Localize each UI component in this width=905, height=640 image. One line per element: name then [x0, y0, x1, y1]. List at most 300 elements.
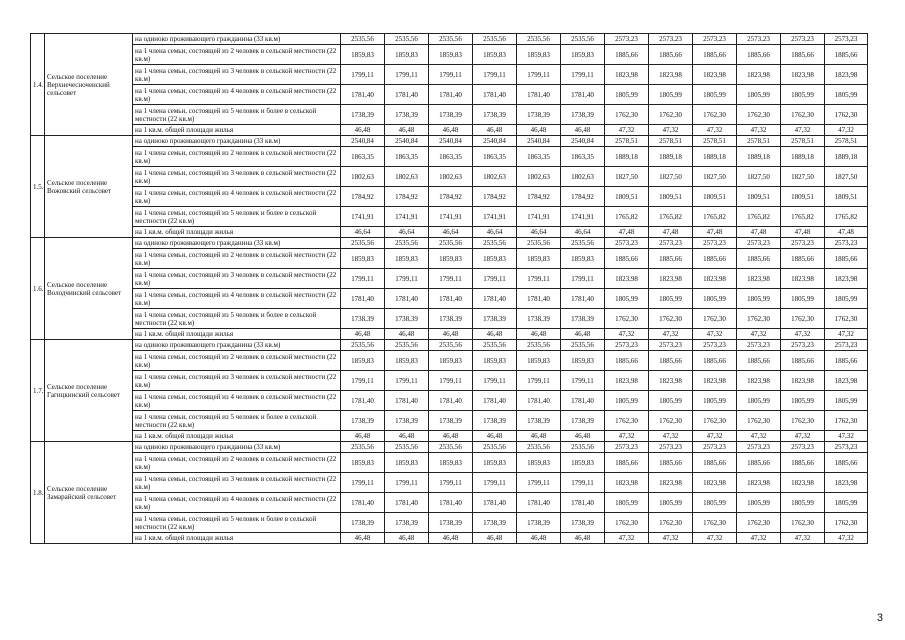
value-cell: 2573,23: [737, 34, 781, 45]
value-cell: 1859,83: [385, 45, 429, 65]
value-cell: 46,48: [385, 329, 429, 340]
value-cell: 46,48: [341, 533, 385, 544]
value-cell: 1762,30: [693, 513, 737, 533]
value-cell: 2535,56: [429, 340, 473, 351]
row-description: на 1 члена семьи, состоящей из 4 человек в сельской местности (22 кв.м): [133, 493, 341, 513]
value-cell: 1823,98: [605, 269, 649, 289]
value-cell: 1738,39: [385, 513, 429, 533]
value-cell: 1859,83: [561, 45, 605, 65]
value-cell: 1889,18: [693, 147, 737, 167]
value-cell: 1823,98: [825, 65, 868, 85]
value-cell: 1805,99: [693, 85, 737, 105]
table-row: [31, 105, 868, 125]
group-index: 1.8.: [31, 442, 45, 544]
value-cell: 1823,98: [649, 269, 693, 289]
table-row: [31, 351, 868, 371]
value-cell: 1859,83: [429, 453, 473, 473]
value-cell: 1805,99: [825, 391, 868, 411]
value-cell: 2573,23: [825, 442, 868, 453]
value-cell: 1762,30: [781, 513, 825, 533]
value-cell: 1781,40: [517, 85, 561, 105]
value-cell: 1885,66: [605, 249, 649, 269]
table-row: [31, 85, 868, 105]
value-cell: 2573,23: [605, 442, 649, 453]
value-cell: 2573,23: [605, 238, 649, 249]
row-description: на одиноко проживающего гражданина (33 кв.м): [133, 136, 341, 147]
value-cell: 2573,23: [737, 340, 781, 351]
value-cell: 47,32: [737, 533, 781, 544]
value-cell: 1802,63: [517, 167, 561, 187]
value-cell: 2535,56: [473, 34, 517, 45]
value-cell: 1762,30: [737, 513, 781, 533]
value-cell: 1762,30: [737, 105, 781, 125]
value-cell: 1885,66: [781, 351, 825, 371]
value-cell: 1781,40: [561, 493, 605, 513]
table-row: [31, 125, 868, 136]
row-description: на 1 члена семьи, состоящей из 3 человек в сельской местности (22 кв.м): [133, 167, 341, 187]
value-cell: 2535,56: [561, 238, 605, 249]
settlement-name: Сельское поселение Вожовский сельсовет: [45, 136, 133, 238]
value-cell: 1762,30: [825, 411, 868, 431]
value-cell: 1889,18: [605, 147, 649, 167]
value-cell: 1781,40: [385, 289, 429, 309]
value-cell: 1805,99: [649, 493, 693, 513]
row-description: на 1 члена семьи, состоящей из 4 человек в сельской местности (22 кв.м): [133, 289, 341, 309]
value-cell: 1805,99: [737, 85, 781, 105]
value-cell: 1859,83: [561, 249, 605, 269]
value-cell: 2573,23: [649, 442, 693, 453]
value-cell: 1809,51: [605, 187, 649, 207]
value-cell: 1889,18: [737, 147, 781, 167]
table-row: [31, 147, 868, 167]
row-description: на 1 члена семьи, состоящей из 2 человек в сельской местности (22 кв.м): [133, 453, 341, 473]
value-cell: 47,32: [781, 431, 825, 442]
value-cell: 1781,40: [341, 493, 385, 513]
value-cell: 47,32: [605, 431, 649, 442]
value-cell: 1799,11: [429, 269, 473, 289]
value-cell: 46,48: [561, 329, 605, 340]
value-cell: 46,48: [341, 431, 385, 442]
value-cell: 1802,63: [561, 167, 605, 187]
value-cell: 46,48: [561, 125, 605, 136]
value-cell: 1823,98: [737, 269, 781, 289]
table-row: [31, 431, 868, 442]
value-cell: 1738,39: [473, 513, 517, 533]
value-cell: 1738,39: [517, 309, 561, 329]
value-cell: 1738,39: [341, 309, 385, 329]
value-cell: 46,64: [517, 227, 561, 238]
value-cell: 1859,83: [341, 45, 385, 65]
value-cell: 1738,39: [385, 309, 429, 329]
value-cell: 47,32: [781, 329, 825, 340]
value-cell: 46,48: [385, 533, 429, 544]
value-cell: 1823,98: [693, 473, 737, 493]
value-cell: 47,32: [781, 125, 825, 136]
value-cell: 2535,56: [561, 34, 605, 45]
value-cell: 1781,40: [473, 289, 517, 309]
value-cell: 1738,39: [561, 105, 605, 125]
value-cell: 1885,66: [605, 351, 649, 371]
value-cell: 1863,35: [561, 147, 605, 167]
value-cell: 1823,98: [605, 371, 649, 391]
value-cell: 1885,66: [781, 453, 825, 473]
value-cell: 1738,39: [341, 513, 385, 533]
value-cell: 1823,98: [825, 269, 868, 289]
value-cell: 1741,91: [429, 207, 473, 227]
row-description: на 1 кв.м. общей площади жилья: [133, 329, 341, 340]
value-cell: 1885,66: [649, 453, 693, 473]
value-cell: 1799,11: [385, 371, 429, 391]
value-cell: 1799,11: [341, 269, 385, 289]
value-cell: 1859,83: [473, 249, 517, 269]
value-cell: 1805,99: [693, 289, 737, 309]
row-description: на 1 кв.м. общей площади жилья: [133, 125, 341, 136]
value-cell: 2578,51: [605, 136, 649, 147]
value-cell: 2535,56: [517, 34, 561, 45]
value-cell: 1784,92: [517, 187, 561, 207]
value-cell: 1863,35: [473, 147, 517, 167]
value-cell: 2535,56: [473, 238, 517, 249]
value-cell: 1799,11: [473, 269, 517, 289]
value-cell: 1799,11: [561, 371, 605, 391]
value-cell: 47,32: [649, 125, 693, 136]
value-cell: 2535,56: [341, 340, 385, 351]
value-cell: 1762,30: [649, 513, 693, 533]
value-cell: 2535,56: [473, 442, 517, 453]
value-cell: 1781,40: [341, 391, 385, 411]
value-cell: 1781,40: [429, 391, 473, 411]
value-cell: 1799,11: [517, 473, 561, 493]
value-cell: 1762,30: [649, 105, 693, 125]
group-index: 1.6.: [31, 238, 45, 340]
table-row: [31, 249, 868, 269]
value-cell: 2573,23: [825, 238, 868, 249]
value-cell: 47,32: [825, 329, 868, 340]
value-cell: 1762,30: [781, 411, 825, 431]
table-row: [31, 513, 868, 533]
value-cell: 46,48: [517, 533, 561, 544]
value-cell: 1823,98: [693, 269, 737, 289]
value-cell: 1885,66: [649, 351, 693, 371]
value-cell: 1823,98: [737, 371, 781, 391]
value-cell: 1765,82: [693, 207, 737, 227]
row-description: на 1 члена семьи, состоящей из 2 человек в сельской местности (22 кв.м): [133, 147, 341, 167]
row-description: на 1 члена семьи, состоящей из 2 человек в сельской местности (22 кв.м): [133, 249, 341, 269]
group-index: 1.4.: [31, 34, 45, 136]
value-cell: 1799,11: [429, 371, 473, 391]
value-cell: 1863,35: [341, 147, 385, 167]
value-cell: 2535,56: [429, 34, 473, 45]
group-index: 1.5.: [31, 136, 45, 238]
value-cell: 1809,51: [649, 187, 693, 207]
value-cell: 46,48: [473, 431, 517, 442]
value-cell: 1885,66: [649, 45, 693, 65]
value-cell: 1738,39: [561, 411, 605, 431]
row-description: на одиноко проживающего гражданина (33 кв.м): [133, 442, 341, 453]
value-cell: 1762,30: [605, 513, 649, 533]
value-cell: 1781,40: [473, 493, 517, 513]
value-cell: 1859,83: [561, 453, 605, 473]
table-row: [31, 493, 868, 513]
value-cell: 1784,92: [561, 187, 605, 207]
value-cell: 1823,98: [737, 65, 781, 85]
value-cell: 2578,51: [825, 136, 868, 147]
value-cell: 1738,39: [517, 513, 561, 533]
value-cell: 47,32: [649, 533, 693, 544]
value-cell: 1805,99: [825, 493, 868, 513]
value-cell: 1799,11: [385, 269, 429, 289]
value-cell: 2535,56: [429, 442, 473, 453]
value-cell: 1885,66: [693, 351, 737, 371]
value-cell: 1827,50: [605, 167, 649, 187]
value-cell: 2573,23: [781, 340, 825, 351]
value-cell: 1802,63: [429, 167, 473, 187]
value-cell: 1762,30: [781, 309, 825, 329]
value-cell: 1805,99: [737, 289, 781, 309]
value-cell: 2540,84: [561, 136, 605, 147]
value-cell: 1823,98: [825, 371, 868, 391]
value-cell: 1805,99: [781, 289, 825, 309]
value-cell: 46,48: [517, 431, 561, 442]
value-cell: 1738,39: [429, 309, 473, 329]
row-description: на 1 члена семьи, состоящей из 3 человек в сельской местности (22 кв.м): [133, 269, 341, 289]
value-cell: 1859,83: [473, 45, 517, 65]
value-cell: 46,64: [561, 227, 605, 238]
value-cell: 2573,23: [693, 442, 737, 453]
value-cell: 2540,84: [473, 136, 517, 147]
group-index: 1.7.: [31, 340, 45, 442]
value-cell: 1738,39: [341, 411, 385, 431]
value-cell: 2573,23: [781, 34, 825, 45]
table-row: [31, 238, 868, 249]
value-cell: 1805,99: [781, 493, 825, 513]
row-description: на 1 члена семьи, состоящей из 4 человек в сельской местности (22 кв.м): [133, 187, 341, 207]
value-cell: 46,48: [385, 431, 429, 442]
value-cell: 1863,35: [385, 147, 429, 167]
value-cell: 1859,83: [517, 249, 561, 269]
table-row: [31, 391, 868, 411]
value-cell: 1781,40: [517, 391, 561, 411]
value-cell: 2573,23: [781, 238, 825, 249]
value-cell: 1885,66: [693, 453, 737, 473]
value-cell: 1823,98: [649, 371, 693, 391]
value-cell: 46,48: [473, 125, 517, 136]
value-cell: 1805,99: [781, 85, 825, 105]
value-cell: 1805,99: [825, 85, 868, 105]
value-cell: 1805,99: [737, 391, 781, 411]
table-row: [31, 453, 868, 473]
value-cell: 1805,99: [693, 493, 737, 513]
value-cell: 46,48: [473, 533, 517, 544]
value-cell: 1799,11: [473, 65, 517, 85]
value-cell: 1799,11: [385, 473, 429, 493]
value-cell: 1781,40: [561, 391, 605, 411]
value-cell: 2535,56: [341, 238, 385, 249]
settlement-name: Сельское поселение Володчинский сельсовет: [45, 238, 133, 340]
value-cell: 1823,98: [825, 473, 868, 493]
value-cell: 1799,11: [473, 473, 517, 493]
settlement-name: Сельское поселение Верхнечесноченский сельсовет: [45, 34, 133, 136]
value-cell: 47,48: [825, 227, 868, 238]
value-cell: 1859,83: [473, 453, 517, 473]
value-cell: 1762,30: [605, 309, 649, 329]
value-cell: 1889,18: [649, 147, 693, 167]
value-cell: 1823,98: [781, 473, 825, 493]
value-cell: 1823,98: [781, 269, 825, 289]
value-cell: 1809,51: [693, 187, 737, 207]
value-cell: 1885,66: [693, 249, 737, 269]
value-cell: 1823,98: [737, 473, 781, 493]
row-description: на 1 члена семьи, состоящей из 4 человек в сельской местности (22 кв.м): [133, 391, 341, 411]
value-cell: 1738,39: [473, 309, 517, 329]
value-cell: 1741,91: [473, 207, 517, 227]
value-cell: 47,32: [737, 431, 781, 442]
value-cell: 1823,98: [781, 65, 825, 85]
row-description: на одиноко проживающего гражданина (33 кв.м): [133, 34, 341, 45]
table-row: [31, 136, 868, 147]
value-cell: 1885,66: [781, 45, 825, 65]
value-cell: 47,48: [649, 227, 693, 238]
value-cell: 1827,50: [825, 167, 868, 187]
value-cell: 1762,30: [693, 105, 737, 125]
value-cell: 1781,40: [561, 289, 605, 309]
value-cell: 1889,18: [781, 147, 825, 167]
value-cell: 1859,83: [385, 453, 429, 473]
value-cell: 47,32: [825, 431, 868, 442]
value-cell: 1885,66: [737, 351, 781, 371]
row-description: на 1 члена семьи, состоящей из 3 человек в сельской местности (22 кв.м): [133, 371, 341, 391]
value-cell: 2573,23: [737, 442, 781, 453]
table-row: [31, 289, 868, 309]
row-description: на 1 кв.м. общей площади жилья: [133, 533, 341, 544]
value-cell: 46,48: [429, 533, 473, 544]
table-row: [31, 371, 868, 391]
value-cell: 1859,83: [517, 45, 561, 65]
value-cell: 1809,51: [825, 187, 868, 207]
value-cell: 1762,30: [605, 105, 649, 125]
value-cell: 2573,23: [781, 442, 825, 453]
value-cell: 2578,51: [693, 136, 737, 147]
row-description: на 1 члена семьи, состоящей из 5 человек и более в сельской местности (22 кв.м): [133, 411, 341, 431]
value-cell: 1762,30: [825, 105, 868, 125]
value-cell: 1885,66: [825, 453, 868, 473]
value-cell: 1859,83: [429, 351, 473, 371]
value-cell: 2535,56: [385, 238, 429, 249]
value-cell: 47,32: [781, 533, 825, 544]
value-cell: 1765,82: [649, 207, 693, 227]
value-cell: 1859,83: [473, 351, 517, 371]
value-cell: 1827,50: [649, 167, 693, 187]
value-cell: 2535,56: [517, 238, 561, 249]
value-cell: 1885,66: [825, 249, 868, 269]
value-cell: 1781,40: [429, 493, 473, 513]
row-description: на 1 члена семьи, состоящей из 2 человек в сельской местности (22 кв.м): [133, 351, 341, 371]
value-cell: 46,48: [385, 125, 429, 136]
value-cell: 1885,66: [649, 249, 693, 269]
housing-cost-table: [30, 33, 868, 544]
row-description: на 1 члена семьи, состоящей из 3 человек в сельской местности (22 кв.м): [133, 473, 341, 493]
value-cell: 1799,11: [341, 371, 385, 391]
value-cell: 2535,56: [517, 442, 561, 453]
value-cell: 46,48: [429, 329, 473, 340]
value-cell: 1863,35: [517, 147, 561, 167]
value-cell: 1738,39: [429, 513, 473, 533]
value-cell: 1741,91: [385, 207, 429, 227]
value-cell: 2540,84: [385, 136, 429, 147]
table-row: [31, 340, 868, 351]
table-row: [31, 329, 868, 340]
value-cell: 2578,51: [649, 136, 693, 147]
value-cell: 2535,56: [517, 340, 561, 351]
value-cell: 2573,23: [693, 34, 737, 45]
value-cell: 1859,83: [517, 351, 561, 371]
value-cell: 1741,91: [517, 207, 561, 227]
value-cell: 1885,66: [737, 249, 781, 269]
value-cell: 1784,92: [385, 187, 429, 207]
value-cell: 1738,39: [561, 513, 605, 533]
table-row: [31, 34, 868, 45]
value-cell: 2573,23: [649, 238, 693, 249]
value-cell: 1823,98: [693, 371, 737, 391]
value-cell: 47,32: [649, 329, 693, 340]
value-cell: 1738,39: [429, 105, 473, 125]
value-cell: 1781,40: [341, 289, 385, 309]
value-cell: 1781,40: [385, 85, 429, 105]
value-cell: 1781,40: [341, 85, 385, 105]
value-cell: 1859,83: [341, 249, 385, 269]
value-cell: 1885,66: [781, 249, 825, 269]
value-cell: 1762,30: [781, 105, 825, 125]
value-cell: 2573,23: [605, 340, 649, 351]
value-cell: 2573,23: [737, 238, 781, 249]
value-cell: 1762,30: [737, 309, 781, 329]
value-cell: 1738,39: [385, 105, 429, 125]
value-cell: 47,48: [781, 227, 825, 238]
row-description: на 1 члена семьи, состоящей из 5 человек и более в сельской местности (22 кв.м): [133, 309, 341, 329]
value-cell: 1799,11: [341, 473, 385, 493]
value-cell: 2573,23: [605, 34, 649, 45]
value-cell: 1781,40: [473, 85, 517, 105]
value-cell: 1762,30: [737, 411, 781, 431]
value-cell: 1781,40: [473, 391, 517, 411]
value-cell: 1762,30: [825, 513, 868, 533]
value-cell: 1738,39: [429, 411, 473, 431]
settlement-name: Сельское поселение Гагицкинский сельсовет: [45, 340, 133, 442]
value-cell: 2573,23: [649, 34, 693, 45]
value-cell: 1781,40: [561, 85, 605, 105]
value-cell: 47,32: [825, 125, 868, 136]
value-cell: 1781,40: [429, 289, 473, 309]
page-number: 3: [876, 612, 883, 624]
value-cell: 1889,18: [825, 147, 868, 167]
value-cell: 47,32: [825, 533, 868, 544]
value-cell: 1765,82: [781, 207, 825, 227]
value-cell: 1823,98: [693, 65, 737, 85]
value-cell: 1765,82: [737, 207, 781, 227]
value-cell: 46,48: [561, 431, 605, 442]
value-cell: 1809,51: [737, 187, 781, 207]
value-cell: 1781,40: [385, 391, 429, 411]
value-cell: 46,64: [341, 227, 385, 238]
value-cell: 1741,91: [561, 207, 605, 227]
row-description: на 1 члена семьи, состоящей из 5 человек и более в сельской местности (22 кв.м): [133, 105, 341, 125]
value-cell: 1809,51: [781, 187, 825, 207]
value-cell: 1741,91: [341, 207, 385, 227]
row-description: на 1 члена семьи, состоящей из 5 человек и более в сельской местности (22 кв.м): [133, 513, 341, 533]
value-cell: 2535,56: [385, 340, 429, 351]
value-cell: 1738,39: [517, 411, 561, 431]
value-cell: 2573,23: [825, 34, 868, 45]
